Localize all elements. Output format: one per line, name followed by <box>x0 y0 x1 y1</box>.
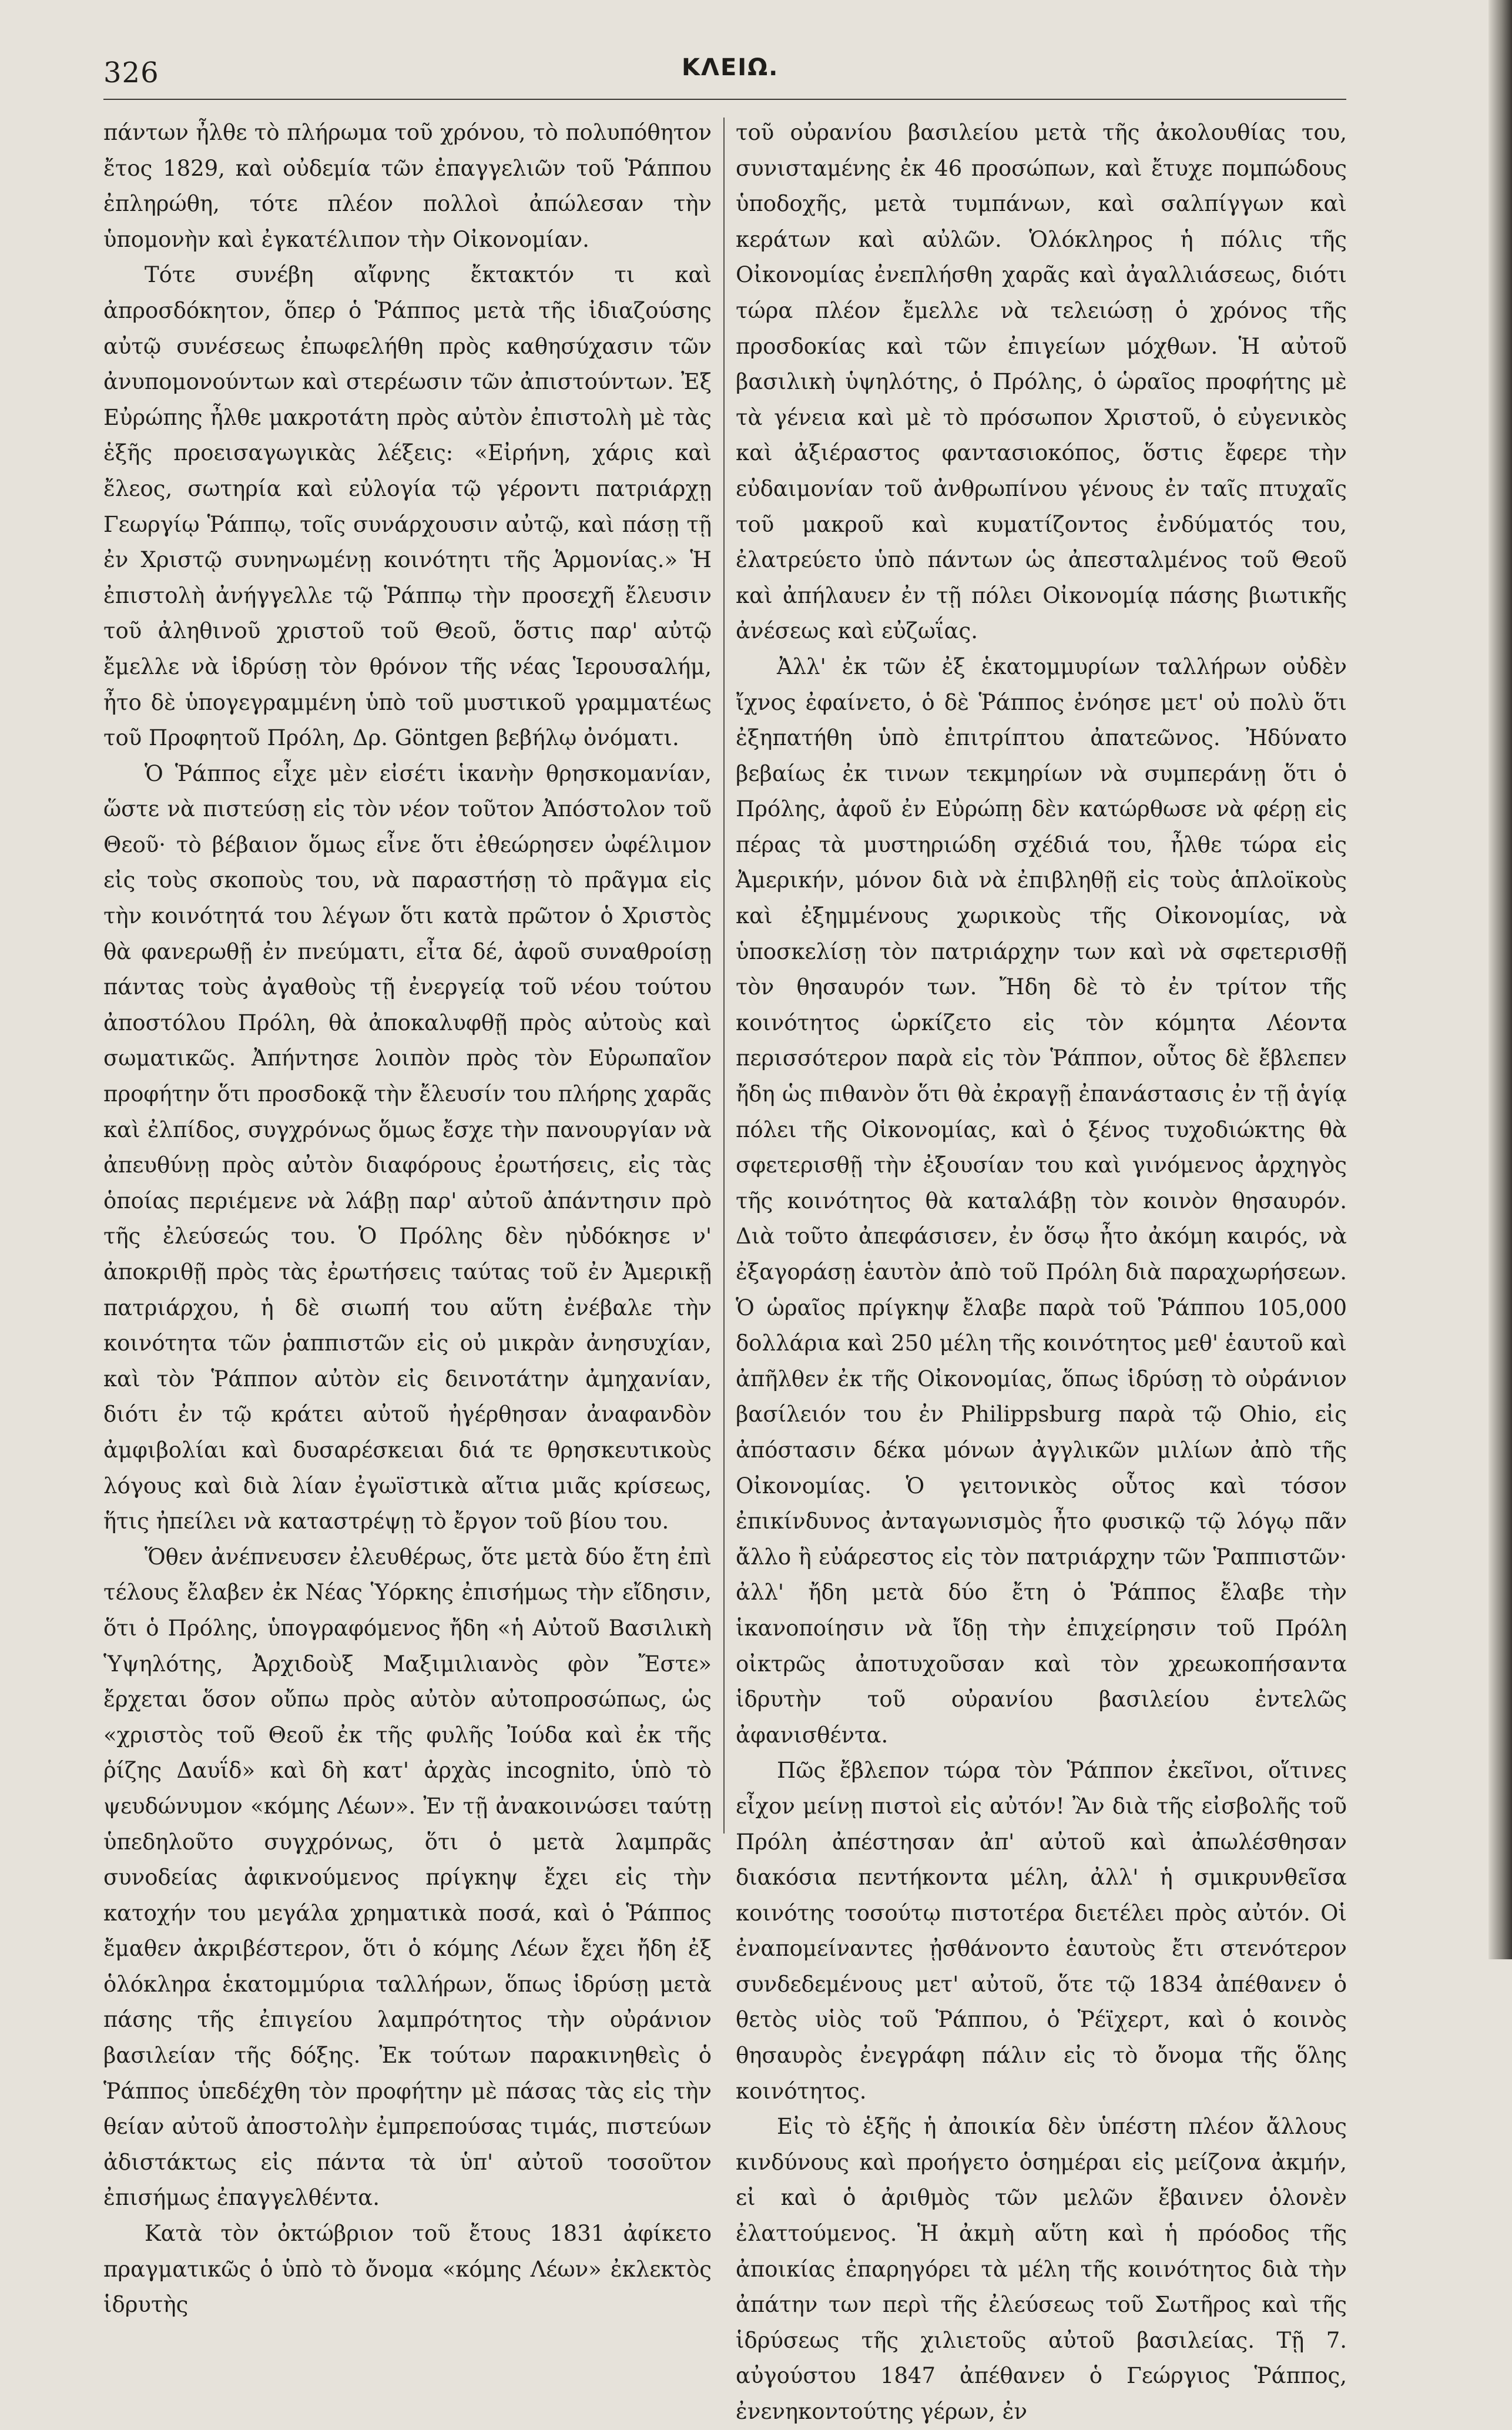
paragraph: Ἀλλ' ἐκ τῶν ἐξ ἑκατομμυρίων ταλλήρων οὐδὲν ἴχνος ἐφαίνετο, ὁ δὲ Ῥάππος ἐνόησε μετ' οὐ πολὺ ὅτι ἐξηπατήθη ὑπὸ ἐπιτρίπτου ἀπατεῶνος. Ἠδύνατο βεβαίως ἐκ τινων τεκμηρίων νὰ συμπεράνῃ ὅτι ὁ Πρόλης, ἀφοῦ ἐν Εὐρώπῃ δὲν κατώρθωσε νὰ φέρῃ εἰς πέρας τὰ μυστηριώδη σχέδιά του, ἦλθε τώρα εἰς Ἀμερικήν, μόνον διὰ νὰ ἐπιβληθῇ εἰς τοὺς ἁπλοϊκοὺς καὶ ἐξημμένους χωρικοὺς τῆς Οἰκονομίας, νὰ ὑποσκελίσῃ τὸν πατριάρχην των καὶ νὰ σφετερισθῇ τὸν θησαυρόν των. Ἤδη δὲ τὸ ἐν τρίτον τῆς κοινότητος ὡρκίζετο εἰς τὸν κόμητα Λέοντα περισσότερον παρὰ εἰς τὸν Ῥάππον, οὗτος δὲ ἔβλεπεν ἤδη ὡς πιθανὸν ὅτι θὰ ἐκραγῇ ἐπανάστασις ἐν τῇ ἁγίᾳ πόλει τῆς Οἰκονομίας, καὶ ὁ ξένος τυχοδιώκτης θὰ σφετερισθῇ τὴν ἐξουσίαν του καὶ γινόμενος ἀρχηγὸς τῆς κοινότητος θὰ καταλάβῃ τὸν κοινὸν θησαυρόν. Διὰ τοῦτο ἀπεφάσισεν, ἐν ὅσῳ ἦτο ἀκόμη καιρός, νὰ ἐξαγοράσῃ ἑαυτὸν ἀπὸ τοῦ Πρόλη διὰ παραχωρήσεων. Ὁ ὡραῖος πρίγκηψ ἔλαβε παρὰ τοῦ Ῥάππου 105,000 δολλάρια καὶ 250 μέλη τῆς κοινότητος μεθ' ἑαυτοῦ καὶ ἀπῆλθεν ἐκ τῆς Οἰκονομίας, ὅπως ἱδρύσῃ τὸ οὐράνιον βασίλειόν του ἐν Philippsburg παρὰ τῷ Ohio, εἰς ἀπόστασιν δέκα μόνων ἀγγλικῶν μιλίων ἀπὸ τῆς Οἰκονομίας. Ὁ γειτονικὸς οὗτος καὶ τόσον ἐπικίνδυνος ἀνταγωνισμὸς ἦτο φυσικῷ τῷ λόγῳ πᾶν ἄλλο ἢ εὐάρεστος εἰς τὸν πατριάρχην τῶν Ῥαππιστῶν· ἀλλ' ἤδη μετὰ δύο ἔτη ὁ Ῥάππος ἔλαβε τὴν ἱκανοποίησιν νὰ ἴδῃ τὴν ἐπιχείρησιν τοῦ Πρόλη οἰκτρῶς ἀποτυχοῦσαν καὶ τὸν χρεωκοπήσαντα ἱδρυτὴν τοῦ οὐρανίου βασιλείου ἐντελῶς ἀφανισθέντα. <box>736 653 1347 1748</box>
column-divider <box>723 118 725 1834</box>
running-title: ΚΛΕΙΩ. <box>682 54 779 81</box>
page-number: 326 <box>103 56 159 89</box>
paragraph: Εἰς τὸ ἑξῆς ἡ ἀποικία δὲν ὑπέστη πλέον ἄλλους κινδύνους καὶ προήγετο ὁσημέραι εἰς μείζονα ἀκμήν, εἰ καὶ ὁ ἀριθμὸς τῶν μελῶν ἔβαινεν ὁλονὲν ἐλαττούμενος. Ἡ ἀκμὴ αὕτη καὶ ἡ πρόοδος τῆς ἀποικίας ἐπαρηγόρει τὰ μέλη τῆς κοινότητος διὰ τὴν ἀπάτην των περὶ τῆς ἐλεύσεως τοῦ Σωτῆρος καὶ τῆς ἱδρύσεως τῆς χιλιετοῦς αὐτοῦ βασιλείας. Τῇ 7. αὐγούστου 1847 ἀπέθανεν ὁ Γεώργιος Ῥάππος, ἐνενηκοντούτης γέρων, ἐν <box>736 2114 1347 2424</box>
paragraph: πάντων ἦλθε τὸ πλήρωμα τοῦ χρόνου, τὸ πολυπόθητον ἔτος 1829, καὶ οὐδεμία τῶν ἐπαγγελιῶν τοῦ Ῥάππου ἐπληρώθη, τότε πλέον πολλοὶ ἀπώλεσαν τὴν ὑπομονὴν καὶ ἐγκατέλιπον τὴν Οἰκονομίαν. <box>103 120 712 252</box>
paragraph: Πῶς ἔβλεπον τώρα τὸν Ῥάππον ἐκεῖνοι, οἵτινες εἶχον μείνῃ πιστοὶ εἰς αὐτόν! Ἂν διὰ τῆς εἰσβολῆς τοῦ Πρόλη ἀπέστησαν ἀπ' αὐτοῦ καὶ ἀπωλέσθησαν διακόσια πεντήκοντα μέλη, ἀλλ' ἡ σμικρυνθεῖσα κοινότης τοσούτῳ πιστοτέρα διετέλει πρὸς αὐτόν. Οἱ ἐναπομείναντες ᾐσθάνοντο ἑαυτοὺς ἔτι στενότερον συνδεδεμένους μετ' αὐτοῦ, ὅτε τῷ 1834 ἀπέθανεν ὁ θετὸς υἱὸς τοῦ Ῥάππου, ὁ Ῥέϊχερτ, καὶ ὁ κοινὸς θησαυρὸς ἐνεγράφη πάλιν εἰς τὸ ὄνομα τῆς ὅλης κοινότητος. <box>736 1758 1347 2104</box>
paragraph: τοῦ οὐρανίου βασιλείου μετὰ τῆς ἀκολουθίας του, συνισταμένης ἐκ 46 προσώπων, καὶ ἔτυχε πομπώδους ὑποδοχῆς, μετὰ τυμπάνων, καὶ σαλπίγγων καὶ κεράτων καὶ αὐλῶν. Ὁλόκληρος ἡ πόλις τῆς Οἰκονομίας ἐνεπλήσθη χαρᾶς καὶ ἀγαλλιάσεως, διότι τώρα πλέον ἔμελλε νὰ τελειώσῃ ὁ χρόνος τῆς προσδοκίας καὶ τῶν ἐπιγείων μόχθων. Ἡ αὐτοῦ βασιλικὴ ὑψηλότης, ὁ Πρόλης, ὁ ὡραῖος προφήτης μὲ τὰ γένεια καὶ μὲ τὸ πρόσωπον Χριστοῦ, ὁ εὐγενικὸς καὶ ἀξιέραστος φαντασιοκόπος, ὅστις ἔφερε τὴν εὐδαιμονίαν τοῦ ἀνθρωπίνου γένους ἐν ταῖς πτυχαῖς τοῦ μακροῦ καὶ κυματίζοντος ἐνδύματός του, ἐλατρεύετο ὑπὸ πάντων ὡς ἀπεσταλμένος τοῦ Θεοῦ καὶ ἀπήλαυεν ἐν τῇ πόλει Οἰκονομίᾳ πάσης βιωτικῆς ἀνέσεως καὶ εὐζωΐας. <box>736 120 1347 644</box>
page-edge-shadow <box>1488 0 1512 1959</box>
left-column <box>103 115 712 2323</box>
header-rule <box>103 99 1346 100</box>
paragraph: Ὁ Ῥάππος εἶχε μὲν εἰσέτι ἱκανὴν θρησκομανίαν, ὥστε νὰ πιστεύσῃ εἰς τὸν νέον τοῦτον Ἀπόστολον τοῦ Θεοῦ· τὸ βέβαιον ὅμως εἶνε ὅτι ἐθεώρησεν ὠφέλιμον εἰς τοὺς σκοποὺς του, νὰ παραστήσῃ τὸ πρᾶγμα εἰς τὴν κοινότητά του λέγων ὅτι κατὰ πρῶτον ὁ Χριστὸς θὰ φανερωθῇ ἐν πνεύματι, εἶτα δέ, ἀφοῦ συναθροίσῃ πάντας τοὺς ἀγαθοὺς τῇ ἐνεργείᾳ τοῦ νέου τούτου ἀποστόλου Πρόλη, θὰ ἀποκαλυφθῇ πρὸς αὐτοὺς καὶ σωματικῶς. Ἀπήντησε λοιπὸν πρὸς τὸν Εὐρωπαῖον προφήτην ὅτι προσδοκᾷ τὴν ἔλευσίν του πλήρης χαρᾶς καὶ ἐλπίδος, συγχρόνως ὅμως ἔσχε τὴν πανουργίαν νὰ ἀπευθύνῃ πρὸς αὐτὸν διαφόρους ἐρωτήσεις, εἰς τὰς ὁποίας περιέμενε νὰ λάβῃ παρ' αὐτοῦ ἀπάντησιν πρὸ τῆς ἐλεύσεώς του. Ὁ Πρόλης δὲν ηὐδόκησε ν' ἀποκριθῇ πρὸς τὰς ἐρωτήσεις ταύτας τοῦ ἐν Ἀμερικῇ πατριάρχου, ἡ δὲ σιωπή του αὕτη ἐνέβαλε τὴν κοινότητα τῶν ῥαππιστῶν εἰς οὐ μικρὰν ἀνησυχίαν, καὶ τὸν Ῥάππον αὐτὸν εἰς δεινοτάτην ἀμηχανίαν, διότι ἐν τῷ κράτει αὐτοῦ ἠγέρθησαν ἀναφανδὸν ἀμφιβολίαι καὶ δυσαρέσκειαι διά τε θρησκευτικοὺς λόγους καὶ διὰ λίαν ἐγωϊστικὰ αἴτια μιᾶς κρίσεως, ἥτις ἠπείλει νὰ καταστρέψῃ τὸ ἔργον τοῦ βίου του. <box>103 760 712 1534</box>
paragraph: Κατὰ τὸν ὀκτώβριον τοῦ ἔτους 1831 ἀφίκετο πραγματικῶς ὁ ὑπὸ τὸ ὄνομα «κόμης Λέων» ἐκλεκτὸς ἱδρυτὴς <box>103 2221 712 2318</box>
right-column <box>736 115 1347 2430</box>
paragraph: Τότε συνέβη αἴφνης ἔκτακτόν τι καὶ ἀπροσδόκητον, ὅπερ ὁ Ῥάππος μετὰ τῆς ἰδιαζούσης αὐτῷ συνέσεως ἐπωφελήθη πρὸς καθησύχασιν τῶν ἀνυπομονούντων καὶ στερέωσιν τῶν ἀπιστούντων. Ἐξ Εὐρώπης ἦλθε μακροτάτη πρὸς αὐτὸν ἐπιστολὴ μὲ τὰς ἑξῆς προεισαγωγικὰς λέξεις: «Εἰρήνη, χάρις καὶ ἔλεος, σωτηρία καὶ εὐλογία τῷ γέροντι πατριάρχῃ Γεωργίῳ Ῥάππῳ, τοῖς συνάρχουσιν αὐτῷ, καὶ πάσῃ τῇ ἐν Χριστῷ συνηνωμένῃ κοινότητι τῆς Ἁρμονίας.» Ἡ ἐπιστολὴ ἀνήγγελλε τῷ Ῥάππῳ τὴν προσεχῆ ἔλευσιν τοῦ ἀληθινοῦ χριστοῦ τοῦ Θεοῦ, ὅστις παρ' αὐτῷ ἔμελλε νὰ ἱδρύσῃ τὸν θρόνον τῆς νέας Ἱερουσαλήμ, ἦτο δὲ ὑπογεγραμμένη ὑπὸ τοῦ μυστικοῦ γραμματέως τοῦ Προφητοῦ Πρόλη, Δρ. Göntgen βεβήλῳ ὀνόματι. <box>103 262 712 751</box>
paragraph: Ὅθεν ἀνέπνευσεν ἐλευθέρως, ὅτε μετὰ δύο ἔτη ἐπὶ τέλους ἔλαβεν ἐκ Νέας Ὑόρκης ἐπισήμως τὴν εἴδησιν, ὅτι ὁ Πρόλης, ὑπογραφόμενος ἤδη «ἡ Αὐτοῦ Βασιλικὴ Ὑψηλότης, Ἀρχιδοὺξ Μαξιμιλιανὸς φὸν Ἔστε» ἔρχεται ὅσον οὔπω πρὸς αὐτὸν αὐτοπροσώπως, ὡς «χριστὸς τοῦ Θεοῦ ἐκ τῆς φυλῆς Ἰούδα καὶ ἐκ τῆς ῥίζης Δαυΐδ» καὶ δὴ κατ' ἀρχὰς incognito, ὑπὸ τὸ ψευδώνυμον «κόμης Λέων». Ἐν τῇ ἀνακοινώσει ταύτῃ ὑπεδηλοῦτο συγχρόνως, ὅτι ὁ μετὰ λαμπρᾶς συνοδείας ἀφικνούμενος πρίγκηψ ἔχει εἰς τὴν κατοχήν του μεγάλα χρηματικὰ ποσά, καὶ ὁ Ῥάππος ἔμαθεν ἀκριβέστερον, ὅτι ὁ κόμης Λέων ἔχει ἤδη ἐξ ὁλόκληρα ἑκατομμύρια ταλλήρων, ὅπως ἱδρύσῃ μετὰ πάσης τῆς ἐπιγείου λαμπρότητος τὴν οὐράνιον βασιλείαν τῆς δόξης. Ἐκ τούτων παρακινηθεὶς ὁ Ῥάππος ὑπεδέχθη τὸν προφήτην μὲ πάσας τὰς εἰς τὴν θείαν αὐτοῦ ἀποστολὴν ἐμπρεπούσας τιμάς, πιστεύων ἀδιστάκτως εἰς πάντα τὰ ὑπ' αὐτοῦ τοσοῦτον ἐπισήμως ἐπαγγελθέντα. <box>103 1544 712 2211</box>
